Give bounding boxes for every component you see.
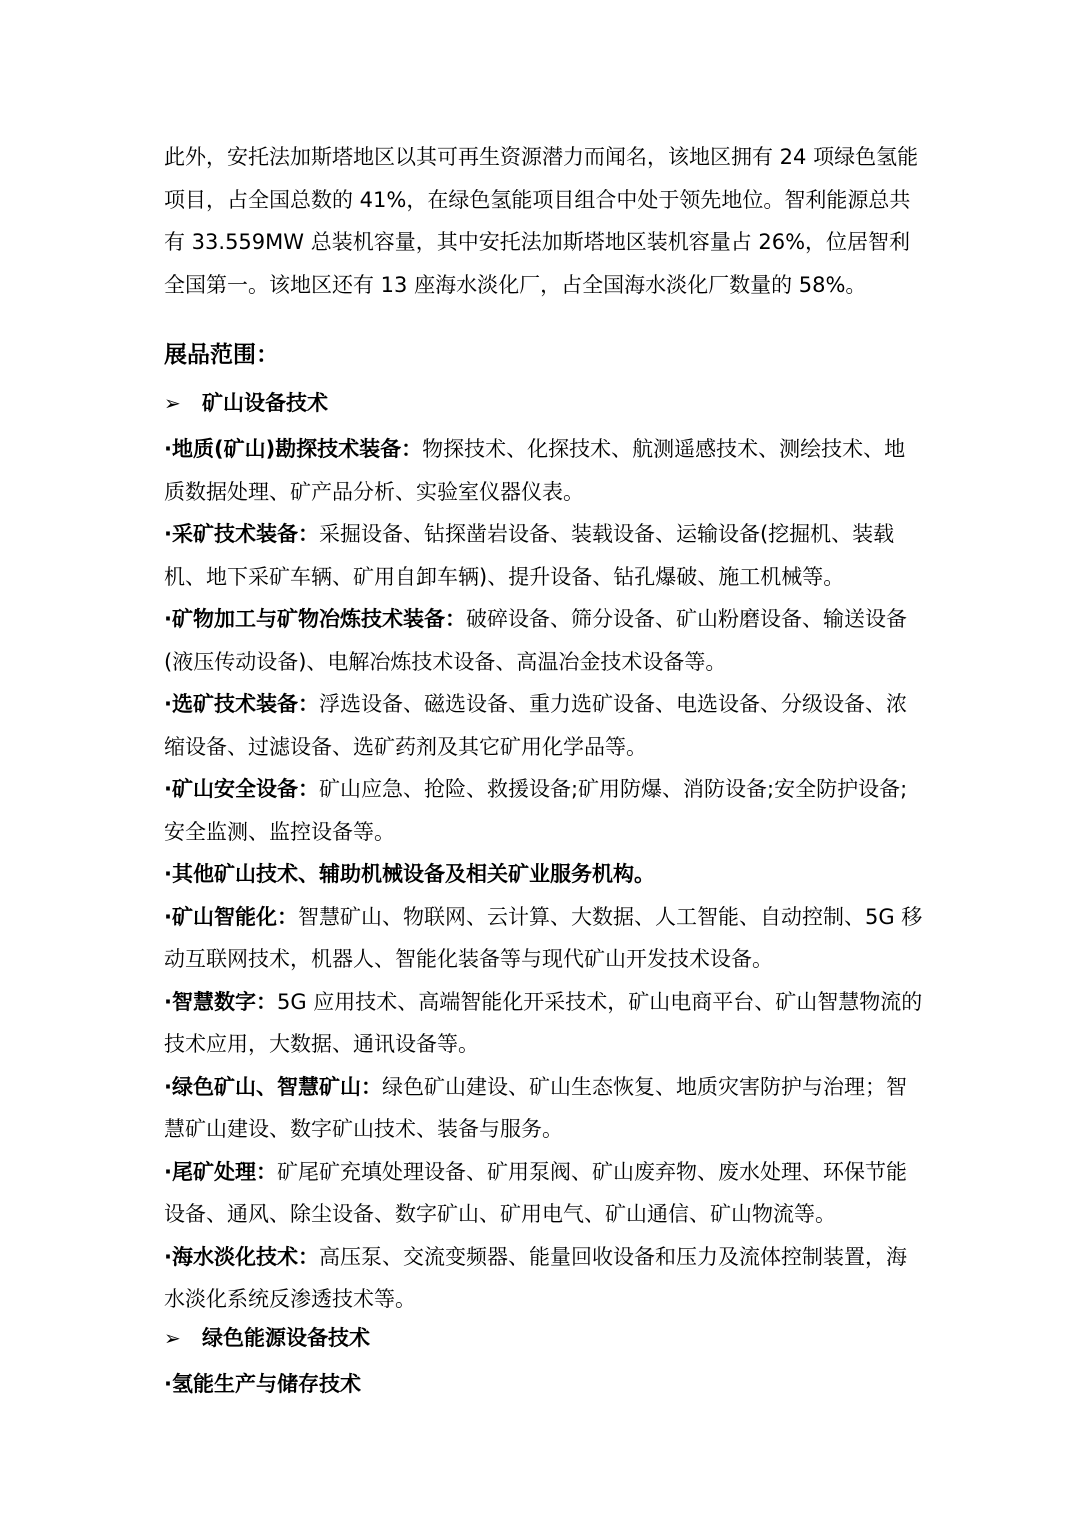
item-text: 采掘设备、钻探凿岩设备、装载设备、运输设备(挖掘机、装载机、地下采矿车辆、矿用自卸车辆)、提升设备、钻孔爆破、施工机械等。 — [164, 522, 895, 589]
arrow-bullet-icon: ➢ — [164, 391, 181, 415]
item-key: ·矿山智能化： — [164, 904, 298, 929]
item-text: 绿色矿山建设、矿山生态恢复、地质灾害防护与治理；智慧矿山建设、数字矿山技术、装备与服务。 — [164, 1074, 907, 1141]
list-item — [164, 896, 924, 981]
document-page — [164, 136, 924, 1396]
list-item — [164, 1066, 924, 1151]
item-text: 矿尾矿充填处理设备、矿用泵阀、矿山废弃物、废水处理、环保节能设备、通风、除尘设备、数字矿山、矿用电气、矿山通信、矿山物流等。 — [164, 1159, 907, 1226]
item-key: ·矿山安全设备： — [164, 777, 319, 801]
list-item — [164, 1363, 924, 1406]
list-item — [164, 1151, 924, 1236]
list-item — [164, 598, 924, 683]
item-key: ·海水淡化技术： — [164, 1244, 319, 1269]
list-item — [164, 853, 924, 896]
item-key: ·采矿技术装备： — [164, 522, 319, 546]
category-title: 矿山设备技术 — [202, 391, 328, 415]
item-text: 矿山应急、抢险、救援设备;矿用防爆、消防设备;安全防护设备;安全监测、监控设备等。 — [164, 777, 908, 844]
item-text: 智慧矿山、物联网、云计算、大数据、人工智能、自动控制、5G 移动互联网技术，机器人、智能化装备等与现代矿山开发技术设备。 — [164, 904, 923, 971]
item-key: ·矿物加工与矿物冶炼技术装备： — [164, 607, 466, 631]
item-text: 5G 应用技术、高端智能化开采技术，矿山电商平台、矿山智慧物流的技术应用，大数据、通讯设备等。 — [164, 989, 923, 1056]
item-text: 破碎设备、筛分设备、矿山粉磨设备、输送设备(液压传动设备)、电解冶炼技术设备、高温冶金技术设备等。 — [164, 607, 907, 674]
intro-paragraph: 此外，安托法加斯塔地区以其可再生资源潜力而闻名，该地区拥有 24 项绿色氢能项目，占全国总数的 41%，在绿色氢能项目组合中处于领先地位。智利能源总共有 33.559MW 总装机容量，其中安托法加斯塔地区装机容量占 26%，位居智利全国第一。该地区还有 13 座海水淡化厂，占全国海水淡化厂数量的 58%。 — [164, 145, 919, 297]
item-key: ·选矿技术装备： — [164, 692, 319, 716]
item-text: 高压泵、交流变频器、能量回收设备和压力及流体控制装置，海水淡化系统反渗透技术等。 — [164, 1244, 907, 1311]
list-item — [164, 428, 924, 513]
item-text: 浮选设备、磁选设备、重力选矿设备、电选设备、分级设备、浓缩设备、过滤设备、选矿药剂及其它矿用化学品等。 — [164, 692, 907, 759]
arrow-bullet-icon: ➢ — [164, 1325, 181, 1350]
category-title: 绿色能源设备技术 — [202, 1325, 370, 1350]
list-item — [164, 683, 924, 768]
exhibit-list — [164, 386, 924, 1405]
item-key: ·尾矿处理： — [164, 1159, 277, 1184]
item-key: ·智慧数字： — [164, 989, 277, 1014]
list-item — [164, 981, 924, 1066]
list-item — [164, 768, 924, 853]
section-title: 展品范围： — [164, 342, 279, 368]
list-item — [164, 1236, 924, 1321]
item-key: ·绿色矿山、智慧矿山： — [164, 1074, 382, 1099]
item-key: ·其他矿山技术、辅助机械设备及相关矿业服务机构。 — [164, 862, 655, 886]
category-heading — [164, 386, 924, 420]
list-item — [164, 513, 924, 598]
item-key: ·氢能生产与储存技术 — [164, 1371, 361, 1396]
item-text: 物探技术、化探技术、航测遥感技术、测绘技术、地质数据处理、矿产品分析、实验室仪器仪表。 — [164, 437, 906, 504]
category-heading — [164, 1321, 924, 1355]
item-key: ·地质(矿山)勘探技术装备： — [164, 437, 423, 461]
